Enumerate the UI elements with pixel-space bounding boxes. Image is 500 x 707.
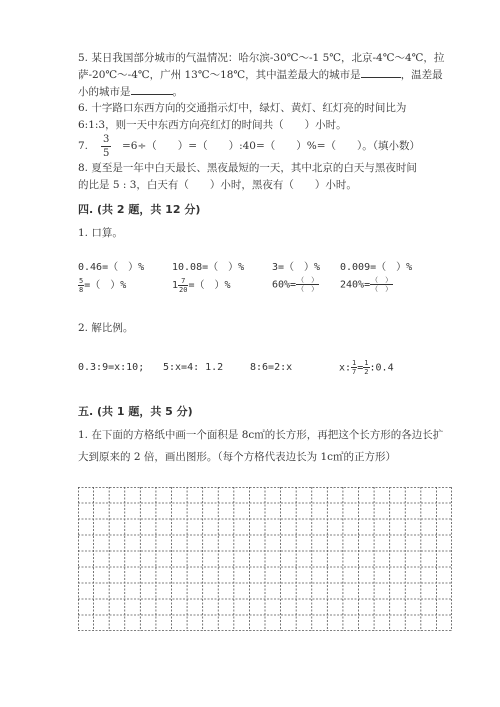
q6-line1: 6. 十字路口东西方向的交通指示灯中，绿灯、黄灯、红灯亮的时间比为 [78, 102, 407, 114]
frac-num: 7 [178, 277, 188, 286]
q7-frac-den: 5 [103, 148, 110, 159]
section-4-title: 四. (共 2 题，共 12 分) [78, 203, 201, 216]
q5-line3-tail: 。 [172, 86, 183, 98]
frac-num: （ ） [297, 276, 319, 284]
q8-line1: 8. 夏至是一年中白天最长、黑夜最短的一天，其中北京的白天与黑夜时间 [78, 162, 417, 174]
frac-den: 8 [79, 285, 84, 294]
grid-paper[interactable] [78, 487, 452, 631]
q7-frac-num: 3 [103, 134, 110, 145]
q5-1-line1: 1. 在下面的方格纸中画一个面积是 8c㎡的长方形，再把这个长方形的各边长扩 [78, 429, 444, 441]
q5-line2 [78, 68, 443, 82]
q4-2-label: 2. 解比例。 [78, 322, 134, 334]
fraction [370, 276, 393, 293]
q5-line3 [78, 85, 183, 99]
fraction [296, 276, 319, 293]
frac-den: （ ） [297, 285, 319, 293]
calc-item: 10.08=（ ）% [172, 262, 245, 273]
calc-rest: =（ ）% [188, 280, 231, 291]
calc-item-fraction [78, 276, 126, 294]
frac-num: 1 [352, 359, 357, 367]
frac-den: 2 [364, 368, 369, 376]
proportion-item: 5:x=4: 1.2 [163, 362, 224, 373]
calc-item-mixed [172, 276, 231, 294]
section-5-title: 五. (共 1 题，共 5 分) [78, 405, 193, 418]
q5-line1: 5. 某日我国部分城市的气温情况：哈尔滨-30℃～-1 5℃，北京-4℃～4℃，拉 [78, 52, 445, 64]
q7-fraction [101, 133, 111, 160]
answer-blank[interactable] [131, 94, 173, 95]
frac-den: 7 [352, 368, 357, 376]
calc-rest: =（ ）% [84, 280, 127, 291]
frac-num: （ ） [371, 276, 393, 284]
proportion-item-fraction [339, 359, 394, 376]
calc-item: 3=（ ）% [272, 262, 321, 273]
calc-pre: 240%= [340, 279, 371, 291]
q5-line2-tail: ，温差最 [400, 69, 443, 81]
prop-tail: :0.4 [369, 362, 394, 374]
frac-den: （ ） [371, 285, 393, 293]
q5-line2-text: 萨-20℃～-4℃，广州 13℃～18℃，其中温差最大的城市是 [78, 69, 361, 81]
q7-rest: =6÷（ ）=（ ）:40=（ ）%=（ ）。（填小数） [122, 140, 421, 152]
frac-den: 20 [179, 285, 188, 294]
q5-1-line2: 大到原来的 2 倍，画出图形。（每个方格代表边长为 1c㎡的正方形） [78, 451, 397, 463]
calc-item-percent [272, 276, 319, 293]
q5-line3-text: 小的城市是 [78, 86, 131, 98]
q8-line2: 的比是 5 : 3，白天有（ ）小时，黑夜有（ ）小时。 [78, 179, 357, 191]
prop-pre: x: [339, 362, 352, 374]
q4-1-label: 1. 口算。 [78, 227, 123, 239]
calc-item: 0.009=（ ）% [340, 262, 413, 273]
fraction [178, 277, 188, 294]
calc-item: 0.46=（ ）% [78, 262, 145, 273]
calc-pre: 60%= [272, 279, 297, 291]
q6-line2: 6:1:3，则一天中东西方向亮红灯的时间共（ ）小时。 [78, 119, 347, 131]
proportion-item: 8:6=2:x [250, 362, 293, 373]
proportion-item: 0.3:9=x:10; [78, 362, 145, 373]
whole-part: 1 [172, 280, 179, 291]
prop-eq: = [357, 362, 364, 374]
grid-svg[interactable] [78, 487, 452, 631]
frac-num: 5 [79, 276, 84, 285]
q7-label: 7. [78, 140, 89, 152]
frac-num: 1 [364, 359, 369, 367]
answer-blank[interactable] [361, 77, 401, 78]
calc-item-percent [340, 276, 393, 293]
